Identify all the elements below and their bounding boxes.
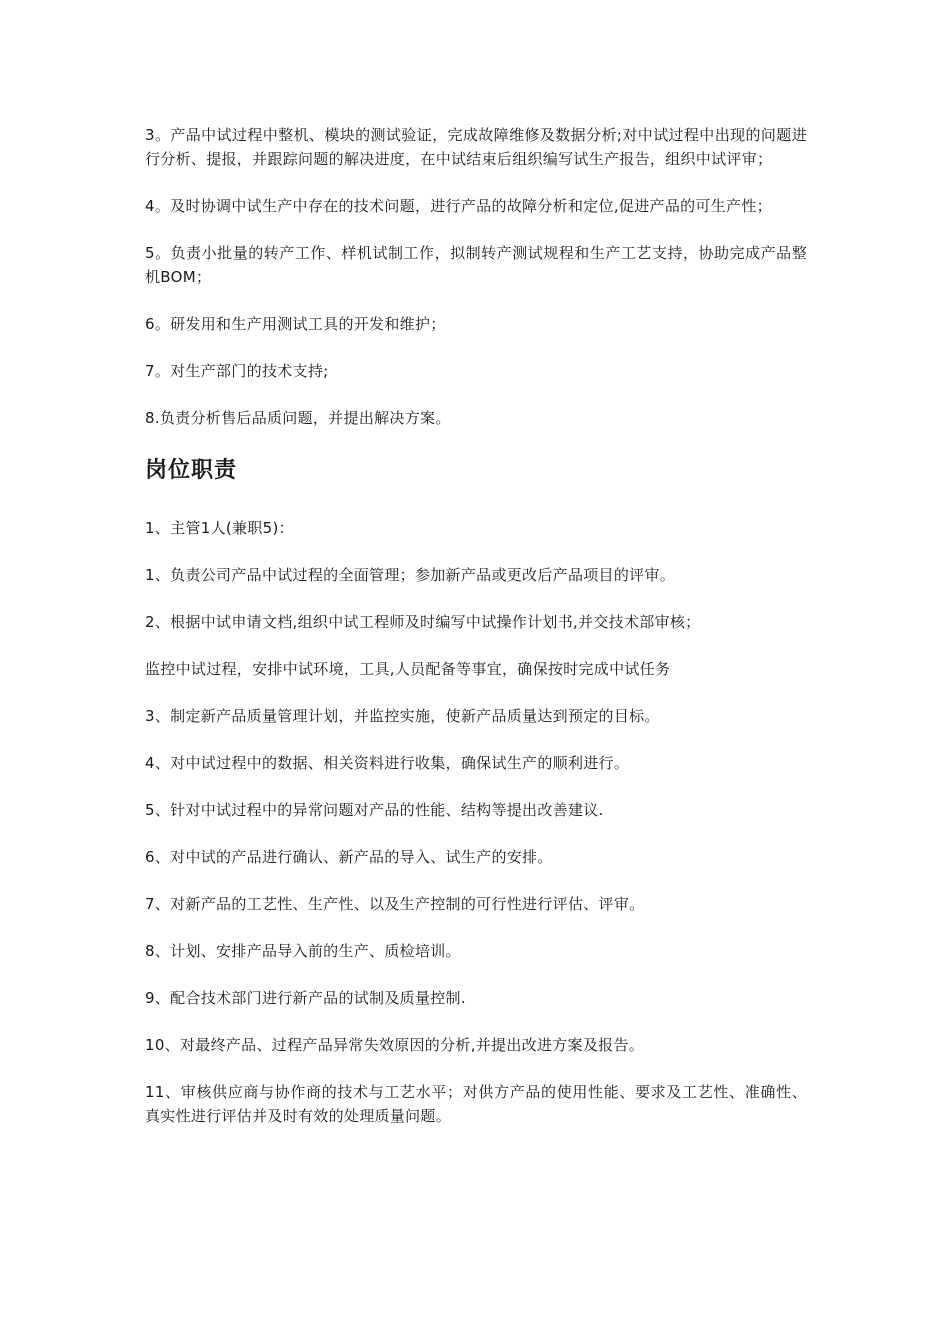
duty-item: 6、对中试的产品进行确认、新产品的导入、试生产的安排。 [145, 848, 553, 866]
duty-item: 10、对最终产品、过程产品异常失效原因的分析,并提出改进方案及报告。 [145, 1036, 645, 1054]
duty-item: 2、根据中试申请文档,组织中试工程师及时编写中试操作计划书,并交技术部审核； [145, 613, 701, 631]
duty-item: 1、主管1人(兼职5)： [145, 519, 294, 537]
paragraph-item-7: 7。对生产部门的技术支持; [145, 362, 329, 380]
paragraph-item-3: 3。产品中试过程中整机、模块的测试验证，完成故障维修及数据分析;对中试过程中出现的问题进行分析、提报，并跟踪问题的解决进度，在中试结束后组织编写试生产报告，组织中试评审； [145, 126, 807, 168]
duty-item: 9、配合技术部门进行新产品的试制及质量控制. [145, 989, 466, 1007]
duty-item: 11、审核供应商与协作商的技术与工艺水平；对供方产品的使用性能、要求及工艺性、准确性、真实性进行评估并及时有效的处理质量问题。 [145, 1083, 807, 1125]
duty-item: 监控中试过程，安排中试环境，工具,人员配备等事宜，确保按时完成中试任务 [145, 660, 671, 678]
document-page [145, 123, 807, 1151]
section-heading: 岗位职责 [145, 458, 238, 483]
duty-item: 5、针对中试过程中的异常问题对产品的性能、结构等提出改善建议. [145, 801, 604, 819]
duty-item: 4、对中试过程中的数据、相关资料进行收集，确保试生产的顺利进行。 [145, 754, 630, 772]
paragraph-item-8: 8.负责分析售后品质问题，并提出解决方案。 [145, 409, 451, 427]
duty-item: 7、对新产品的工艺性、生产性、以及生产控制的可行性进行评估、评审。 [145, 895, 645, 913]
duty-item: 3、制定新产品质量管理计划，并监控实施，使新产品质量达到预定的目标。 [145, 707, 660, 725]
duty-item: 8、计划、安排产品导入前的生产、质检培训。 [145, 942, 461, 960]
paragraph-item-6: 6。研发用和生产用测试工具的开发和维护； [145, 315, 446, 333]
paragraph-item-5: 5。负责小批量的转产工作、样机试制工作，拟制转产测试规程和生产工艺支持，协助完成产品整机BOM； [145, 244, 807, 286]
duty-item: 1、负责公司产品中试过程的全面管理；参加新产品或更改后产品项目的评审。 [145, 566, 676, 584]
paragraph-item-4: 4。及时协调中试生产中存在的技术问题，进行产品的故障分析和定位,促进产品的可生产性； [145, 197, 772, 215]
